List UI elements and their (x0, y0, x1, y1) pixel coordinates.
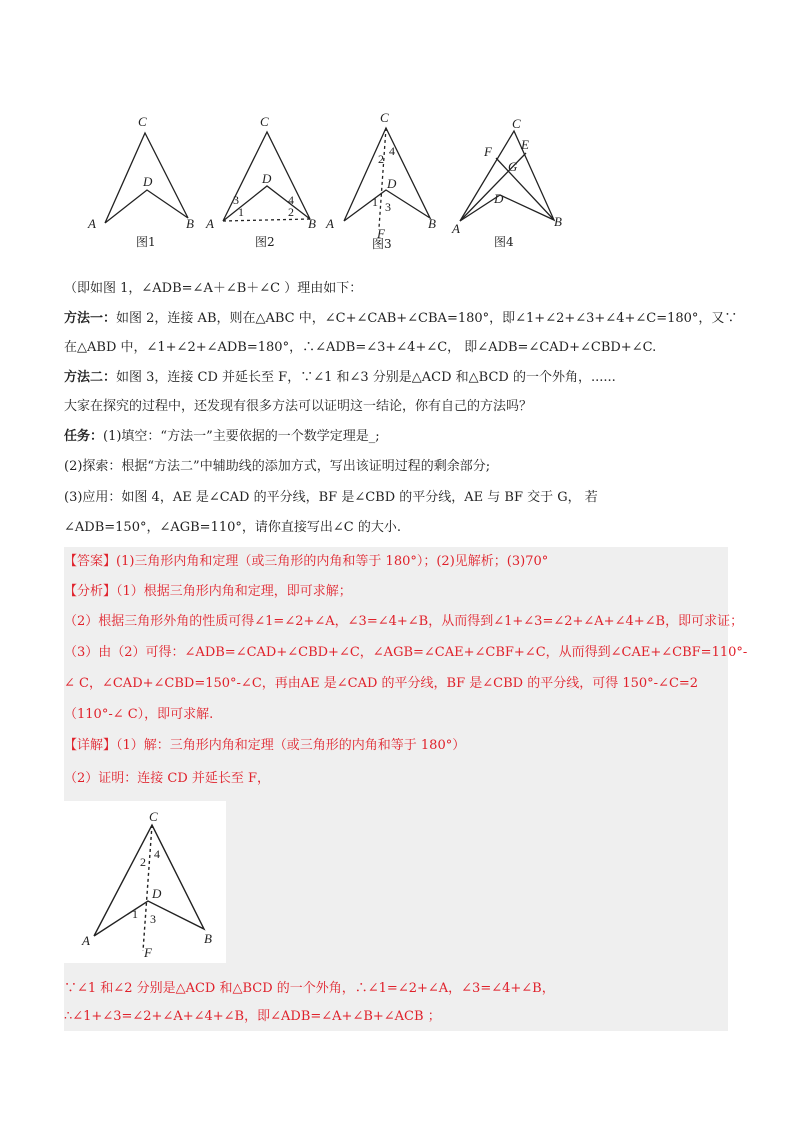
fig4-bf (496, 158, 554, 220)
text-line-5: 大家在探究的过程中，还发现有很多方法可以证明这一结论，你有自己的方法吗？ (64, 399, 533, 414)
answer-line: 【答案】(1)三角形内角和定理（或三角形的内角和等于 180°）；(2)见解析；(3)70° (64, 554, 549, 569)
fig2-label-a: A (206, 216, 214, 231)
proof-figure (64, 801, 226, 963)
proof-angle-2: 2 (140, 855, 146, 869)
fig3-angle-3: 3 (385, 200, 391, 214)
task-text: (1)填空：“方法一”主要依据的一个数学定理是_; (103, 429, 380, 444)
fig2-angle-4: 4 (288, 193, 294, 207)
proof-label-a: A (82, 933, 90, 948)
proof-label-b: B (204, 931, 212, 946)
fig3-angle-2: 2 (378, 152, 384, 166)
analysis-line-1: 【分析】（1）根据三角形内角和定理，即可求解； (64, 584, 352, 599)
fig3-label-c: C (380, 110, 389, 125)
task-label: 任务： (64, 429, 104, 444)
fig4-label-d: D (494, 191, 504, 206)
analysis-line-3: （3）由（2）可得：∠ADB=∠CAD+∠CBD+∠C，∠AGB=∠CAE+∠CBF+∠C，从而得到∠CAE+∠CBF=110°- (64, 645, 748, 660)
proof-angle-3: 3 (150, 912, 156, 926)
fig1-label-d: D (143, 174, 153, 189)
text-line-7: (2)探索：根据“方法二”中辅助线的添加方式，写出该证明过程的剩余部分; (64, 459, 491, 474)
proof-label-c: C (149, 809, 158, 824)
fig3-angle-4: 4 (389, 144, 395, 158)
fig2-label-b: B (308, 216, 316, 231)
analysis-line-4: ∠ C，∠CAD+∠CBD=150°-∠C，再由AE 是∠CAD 的平分线，BF 是∠CBD 的平分线，可得 150°-∠C=2 (64, 676, 699, 691)
fig3-label-d: D (387, 176, 397, 191)
fig4-label-g: G (508, 159, 518, 174)
method-one-label: 方法一： (64, 311, 117, 326)
fig3-angle-1: 1 (372, 195, 378, 209)
text-line-9: ∠ADB=150°，∠AGB=110°，请你直接写出∠C 的大小. (64, 520, 401, 535)
fig2-label-d: D (262, 171, 272, 186)
text-line-1: （即如图 1，∠ADB=∠A＋∠B＋∠C ）理由如下： (64, 281, 363, 296)
fig4-label-c: C (512, 116, 521, 131)
fig2-label-c: C (260, 114, 269, 129)
fig4-caption: 图4 (494, 235, 514, 249)
fig3-label-f: F (377, 226, 385, 241)
detail-line-1: 【详解】（1）解：三角形内角和定理（或三角形的内角和等于 180°） (64, 738, 466, 753)
fig4-label-b: B (554, 214, 562, 229)
fig2-angle-3: 3 (233, 193, 239, 207)
detail-line-3: ∵∠1 和∠2 分别是△ACD 和△BCD 的一个外角，∴∠1=∠2+∠A，∠3=∠4+∠B， (64, 981, 555, 996)
fig2-angle-1: 1 (238, 205, 244, 219)
fig4-arrow (460, 131, 554, 221)
proof-angle-4: 4 (154, 847, 160, 861)
fig3-label-a: A (326, 216, 334, 231)
fig2-caption: 图2 (255, 235, 275, 249)
proof-label-d: D (152, 886, 162, 901)
fig1-label-b: B (186, 216, 194, 231)
text-line-3: 在△ABD 中，∠1+∠2+∠ADB=180°，∴∠ADB=∠3+∠4+∠C， 即∠ADB=∠CAD+∠CBD+∠C. (64, 340, 657, 355)
method-two-text: 如图 3，连接 CD 并延长至 F，∵∠1 和∠3 分别是△ACD 和△BCD 的一个外角，...... (116, 370, 616, 385)
method-two-label: 方法二： (64, 370, 117, 385)
fig2-angle-2: 2 (288, 205, 294, 219)
method-two-line (64, 368, 616, 388)
figures-row (80, 108, 560, 258)
proof-label-f: F (144, 945, 152, 960)
fig1-caption: 图1 (136, 235, 156, 249)
detail-line-4: ∴∠1+∠3=∠2+∠A+∠4+∠B，即∠ADB=∠A+∠B+∠ACB ； (64, 1009, 441, 1024)
fig3-label-b: B (428, 216, 436, 231)
text-line-8: (3)应用：如图 4，AE 是∠CAD 的平分线，BF 是∠CBD 的平分线，AE 与 BF 交于 G， 若 (64, 490, 598, 505)
fig3-caption: 图3 (372, 237, 392, 251)
fig4-label-e: E (521, 137, 529, 152)
analysis-line-2: （2）根据三角形外角的性质可得∠1=∠2+∠A，∠3=∠4+∠B，从而得到∠1+∠3=∠2+∠A+∠4+∠B，即可求证； (64, 614, 744, 629)
task-line (64, 427, 380, 447)
fig1-label-a: A (88, 216, 96, 231)
fig4-label-f: F (484, 144, 492, 159)
method-one-line (64, 309, 737, 329)
proof-angle-1: 1 (132, 907, 138, 921)
solution-block-side (226, 801, 728, 963)
analysis-line-5: （110°-∠ C），即可求解. (64, 707, 214, 722)
detail-line-2: （2）证明：连接 CD 并延长至 F， (64, 771, 271, 786)
fig1-label-c: C (138, 114, 147, 129)
fig4-label-a: A (452, 221, 460, 236)
method-one-text: 如图 2，连接 AB，则在△ABC 中，∠C+∠CAB+∠CBA=180°，即∠1+∠2+∠3+∠4+∠C=180°，又∵ (116, 311, 738, 326)
fig2-dashed-ab (223, 219, 310, 221)
